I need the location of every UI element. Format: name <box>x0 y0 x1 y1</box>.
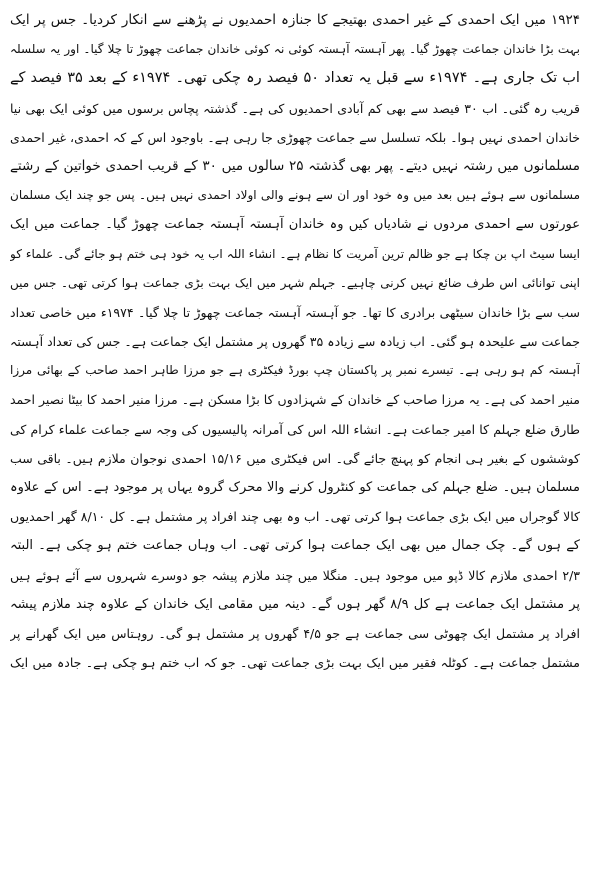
document-page <box>10 6 580 868</box>
text-line-7: مسلمانوں سے ہوئے ہیں بعد میں وہ خود اور ان سے ہونے والی اولاد احمدی نہیں ہیں۔ پس جو چند ایک مسلمان <box>10 188 580 203</box>
text-line-17: مسلمان ہیں۔ ضلع جہلم کی جماعت کو کنٹرول کرنے والا محرک گروہ یہاں پر موجود ہے۔ اس کے علاوہ <box>10 480 580 495</box>
text-line-1: ۱۹۲۴ میں ایک احمدی کے غیر احمدی بھتیجے کا جنازہ احمدیوں نے پڑھنے سے انکار کردیا۔ جس پر ایک <box>10 12 580 28</box>
text-line-11: سب سے بڑا خاندان سیٹھی برادری کا تھا۔ جو آہستہ آہستہ جماعت چھوڑ تا چلا گیا۔ ۱۹۷۴ء میں خاصی تعداد <box>10 304 580 320</box>
text-line-9: ایسا سیٹ اپ بن چکا ہے جو ظالم ترین آمریت کا نظام ہے۔ انشاء اللہ اب یہ خود ہی ختم ہو جائے گی۔ علماء کو <box>10 246 580 261</box>
text-line-15: طارق ضلع جہلم کا امیر جماعت ہے۔ انشاء اللہ اس کی آمرانہ پالیسیوں کی وجہ سے جماعت علماء کرام کی <box>10 421 580 437</box>
text-line-19: کے ہوں گے۔ چک جمال میں بھی ایک جماعت ہوا کرتی تھی۔ اب وہاں جماعت ختم ہو چکی ہے۔ البتہ <box>10 538 580 554</box>
text-line-3: اب تک جاری ہے۔ ۱۹۷۴ء سے قبل یہ تعداد ۵۰ فیصد رہ چکی تھی۔ ۱۹۷۴ء کے بعد ۳۵ فیصد کے <box>10 70 580 87</box>
text-line-4: قریب رہ گئی۔ اب ۳۰ فیصد سے بھی کم آبادی احمدیوں کی ہے۔ گذشتہ پچاس برسوں میں کوئی ایک بھی نیا <box>10 100 580 116</box>
text-line-21: پر مشتمل ایک جماعت ہے کل ۸/۹ گھر ہوں گے۔ دینہ میں مقامی ایک خاندان کے علاوہ چند ملازم پیشہ <box>10 596 580 612</box>
text-line-13: آہستہ کم ہو رہی ہے۔ تیسرے نمبر پر پاکستان چپ بورڈ فیکٹری ہے جو مرزا طاہر احمد صاحب کے بھائی مرزا <box>10 363 580 378</box>
text-line-6: مسلمانوں میں رشتہ نہیں دیتے۔ پھر بھی گذشتہ ۲۵ سالوں میں ۳۰ کے قریب احمدی خواتین کے رشتے <box>10 157 580 174</box>
text-line-22: افراد پر مشتمل ایک چھوٹی سی جماعت ہے جو ۴/۵ گھروں پر مشتمل ہو گی۔ روہتاس میں ایک گھرانے پر <box>10 625 580 641</box>
text-line-10: اپنی توانائی اس طرف ضائع نہیں کرنی چاہیے۔ جہلم شہر میں ایک بہت بڑی جماعت ہوا کرتی تھی۔ جس میں <box>10 275 580 290</box>
text-line-8: عورتوں سے احمدی مردوں نے شادیاں کیں وہ خاندان آہستہ آہستہ جماعت چھوڑ گیا۔ جماعت میں ایک <box>10 217 580 233</box>
text-line-16: کوششوں کے بغیر ہی انجام کو پہنچ جائے گی۔ اس فیکٹری میں ۱۵/۱۶ احمدی نوجوان ملازم ہیں۔ باقی سب <box>10 450 580 466</box>
text-line-2: بہت بڑا خاندان جماعت چھوڑ گیا۔ پھر آہستہ آہستہ کوئی نہ کوئی خاندان جماعت چھوڑ تا چلا گیا۔ اور یہ سلسلہ <box>10 42 580 57</box>
text-line-20: ۲/۳ احمدی ملازم کالا ڈپو میں موجود ہیں۔ منگلا میں چند ملازم پیشہ جو دوسرے شہروں سے آئے ہوئے ہیں <box>10 567 580 583</box>
text-line-12: جماعت سے علیحدہ ہو گئی۔ اب زیادہ سے زیادہ ۳۵ گھروں پر مشتمل ایک جماعت ہے۔ جس کی تعداد آہستہ <box>10 334 580 350</box>
text-line-23: مشتمل جماعت ہے۔ کوٹلہ فقیر میں ایک بہت بڑی جماعت تھی۔ جو کہ اب ختم ہو چکی ہے۔ جادہ میں ایک <box>10 655 580 671</box>
text-line-5: خاندان احمدی نہیں ہوا۔ بلکہ تسلسل سے جماعت چھوڑی جا رہی ہے۔ باوجود اس کے کہ احمدی، غیر احمدی <box>10 129 580 145</box>
text-line-18: کالا گوجراں میں ایک بڑی جماعت ہوا کرتی تھی۔ اب وہ بھی چند افراد پر مشتمل ہے۔ کل ۸/۱۰ گھر احمدیوں <box>10 509 580 525</box>
text-line-14: منیر احمد کی ہے۔ یہ مرزا صاحب کے خاندان کے شہزادوں کا بڑا مسکن ہے۔ مرزا منیر احمد کا بیٹا نصیر احمد <box>10 392 580 408</box>
